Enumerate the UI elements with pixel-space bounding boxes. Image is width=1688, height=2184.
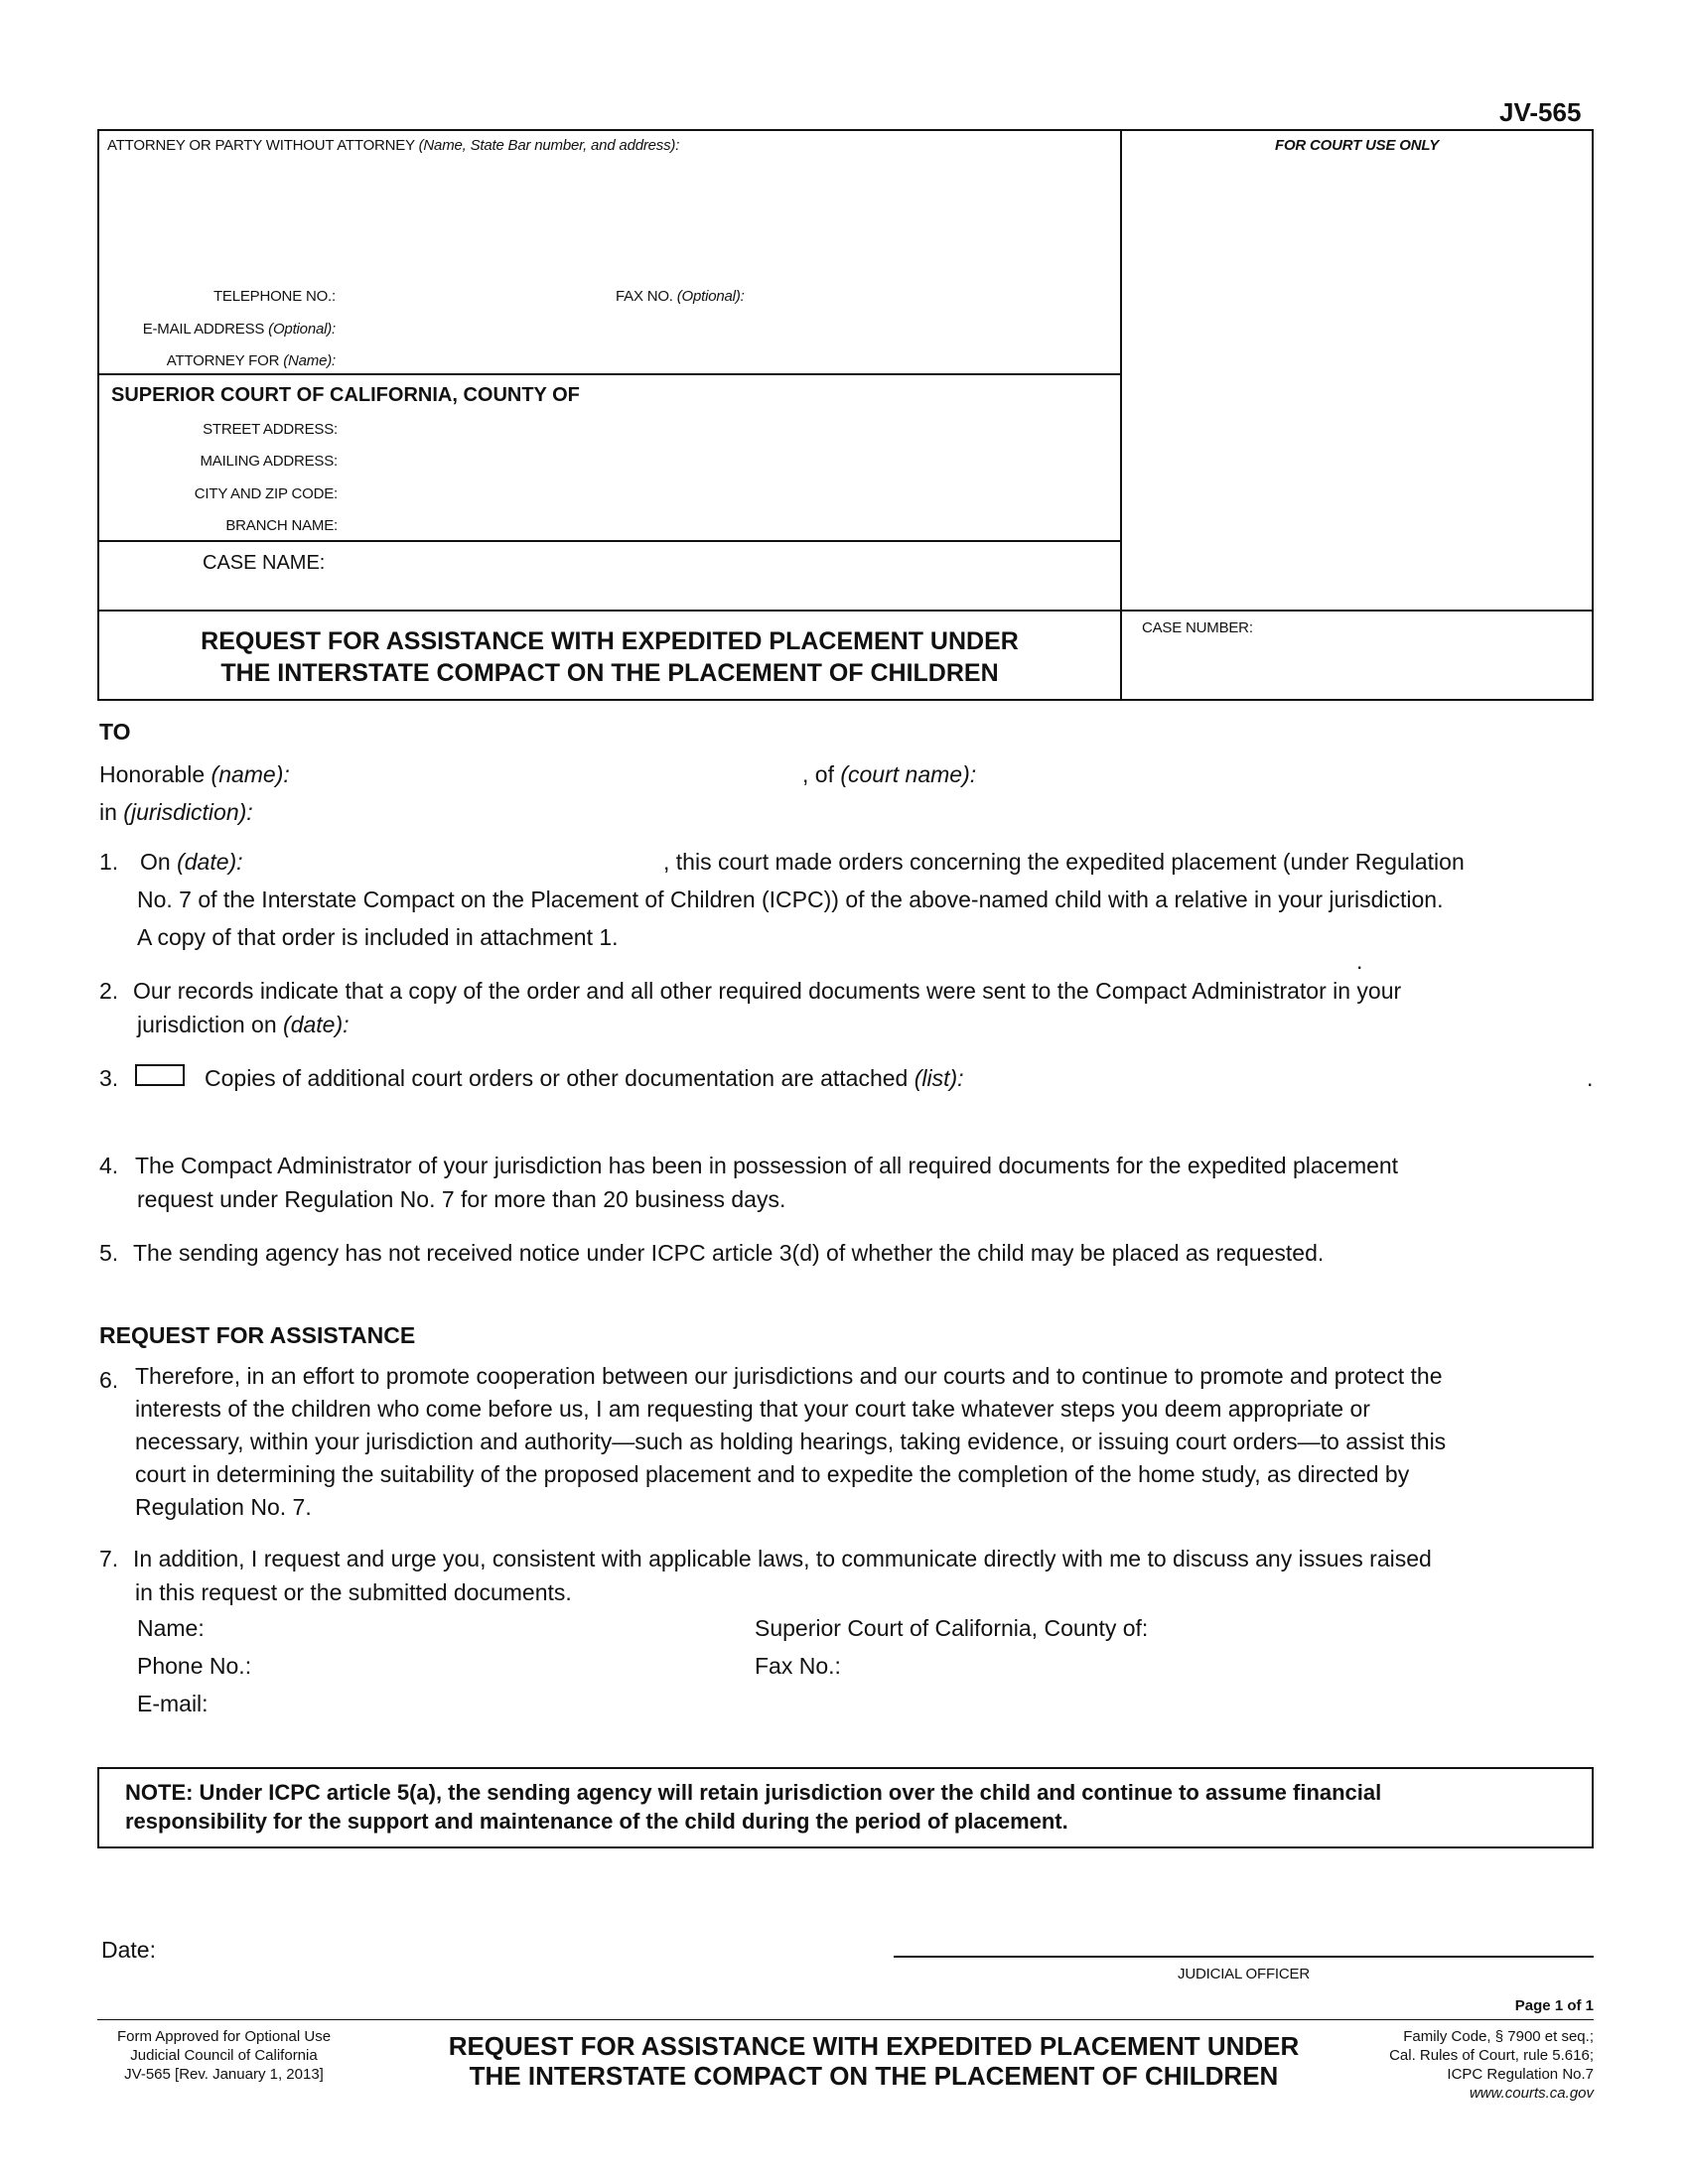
court-use-only-label: FOR COURT USE ONLY — [1274, 137, 1440, 154]
street-address-label: STREET ADDRESS: — [203, 421, 338, 438]
to-heading: TO — [99, 719, 131, 745]
contact-email-label: E-mail: — [137, 1691, 209, 1716]
date-label: Date: — [101, 1937, 156, 1963]
item-7-line1: In addition, I request and urge you, consistent with applicable laws, to communicate directly with me to discuss any issues raised — [133, 1546, 1432, 1571]
court-use-box — [1120, 129, 1594, 612]
item-2-number: 2. — [99, 978, 119, 1004]
item-2-line1: Our records indicate that a copy of the order and all other required documents were sent to the Compact Administrator in your — [133, 978, 1402, 1004]
item-3-checkbox[interactable] — [135, 1064, 185, 1086]
item-2-period: . — [1356, 948, 1363, 974]
branch-name-label: BRANCH NAME: — [225, 517, 338, 534]
jurisdiction-label: in (jurisdiction): — [99, 799, 253, 825]
form-number: JV-565 — [1499, 97, 1582, 127]
item-5-text: The sending agency has not received notice under ICPC article 3(d) of whether the child may be placed as requested. — [133, 1240, 1325, 1266]
footer-title: REQUEST FOR ASSISTANCE WITH EXPEDITED PLACEMENT UNDER THE INTERSTATE COMPACT ON THE PLACEMENT OF CHILDREN — [448, 2031, 1300, 2091]
court-heading: SUPERIOR COURT OF CALIFORNIA, COUNTY OF — [111, 384, 580, 406]
honorable-label: Honorable (name): — [99, 761, 290, 787]
footer-right: Family Code, § 7900 et seq.; Cal. Rules of Court, rule 5.616; ICPC Regulation No.7 www.courts.ca.gov — [1321, 2027, 1594, 2103]
divider-court — [97, 373, 1122, 375]
fax-label: FAX NO. (Optional): — [616, 288, 745, 305]
contact-fax-label: Fax No.: — [755, 1653, 841, 1679]
contact-name-label: Name: — [137, 1615, 205, 1641]
item-1-number: 1. — [99, 849, 119, 875]
attorney-label: ATTORNEY OR PARTY WITHOUT ATTORNEY (Name, State Bar number, and address): — [107, 137, 680, 154]
case-number-label: CASE NUMBER: — [1142, 619, 1253, 636]
item-7-line2: in this request or the submitted documents. — [135, 1579, 572, 1605]
judicial-officer-label: JUDICIAL OFFICER — [1178, 1966, 1310, 1982]
form-title: REQUEST FOR ASSISTANCE WITH EXPEDITED PLACEMENT UNDER THE INTERSTATE COMPACT ON THE PLACEMENT OF CHILDREN — [201, 627, 1019, 687]
item-1-line2: No. 7 of the Interstate Compact on the Placement of Children (ICPC)) of the above-named child with a relative in your jurisdiction. — [137, 887, 1444, 912]
item-7-number: 7. — [99, 1546, 119, 1571]
city-zip-label: CITY AND ZIP CODE: — [194, 485, 338, 502]
court-name-label: , of (court name): — [802, 761, 977, 787]
item-6-text: Therefore, in an effort to promote cooperation between our jurisdictions and our courts and to continue to promote and protect the interests of the children who come before us, I am requesting that your court take whatever steps you deem appropriate or necessary, within your jurisdiction and authority—such as holding hearings, taking evidence, or issuing court orders—to assist this court in determining the suitability of the proposed placement and to expedite the completion of the home study, as directed by Regulation No. 7. — [135, 1363, 1447, 1520]
telephone-label: TELEPHONE NO.: — [212, 288, 336, 305]
item-1-line1: , this court made orders concerning the expedited placement (under Regulation — [663, 849, 1465, 875]
item-3-period: . — [1587, 1065, 1594, 1091]
item-5-number: 5. — [99, 1240, 119, 1266]
contact-county-label: Superior Court of California, County of: — [755, 1615, 1149, 1641]
request-heading: REQUEST FOR ASSISTANCE — [99, 1322, 416, 1348]
divider-case-name — [97, 540, 1122, 542]
item-3-number: 3. — [99, 1065, 119, 1091]
signature-line — [894, 1956, 1594, 1958]
contact-phone-label: Phone No.: — [137, 1653, 252, 1679]
courts-website-link[interactable]: www.courts.ca.gov — [1469, 2085, 1594, 2102]
email-label: E-MAIL ADDRESS (Optional): — [142, 321, 336, 338]
footer-left: Form Approved for Optional Use Judicial Council of California JV-565 [Rev. January 1, 2013] — [116, 2028, 332, 2083]
item-4-line2: request under Regulation No. 7 for more than 20 business days. — [137, 1186, 786, 1212]
item-6-number: 6. — [99, 1367, 119, 1393]
item-2-line2: jurisdiction on (date): — [137, 1012, 350, 1037]
mailing-address-label: MAILING ADDRESS: — [200, 453, 338, 470]
footer-rule — [97, 2019, 1594, 2020]
page-number: Page 1 of 1 — [1514, 1997, 1594, 2014]
item-1-line3: A copy of that order is included in attachment 1. — [137, 924, 619, 950]
case-name-label: CASE NAME: — [203, 552, 326, 574]
item-1-on: On (date): — [140, 849, 243, 875]
attorney-for-label: ATTORNEY FOR (Name): — [166, 352, 336, 369]
note-text: NOTE: Under ICPC article 5(a), the sending agency will retain jurisdiction over the child and continue to assume financial responsibility for the support and maintenance of the child during the period of placement. — [125, 1780, 1382, 1834]
item-4-number: 4. — [99, 1153, 119, 1178]
item-4-line1: The Compact Administrator of your jurisdiction has been in possession of all required documents for the expedited placement — [135, 1153, 1399, 1178]
item-3-text: Copies of additional court orders or other documentation are attached (list): — [205, 1065, 964, 1091]
